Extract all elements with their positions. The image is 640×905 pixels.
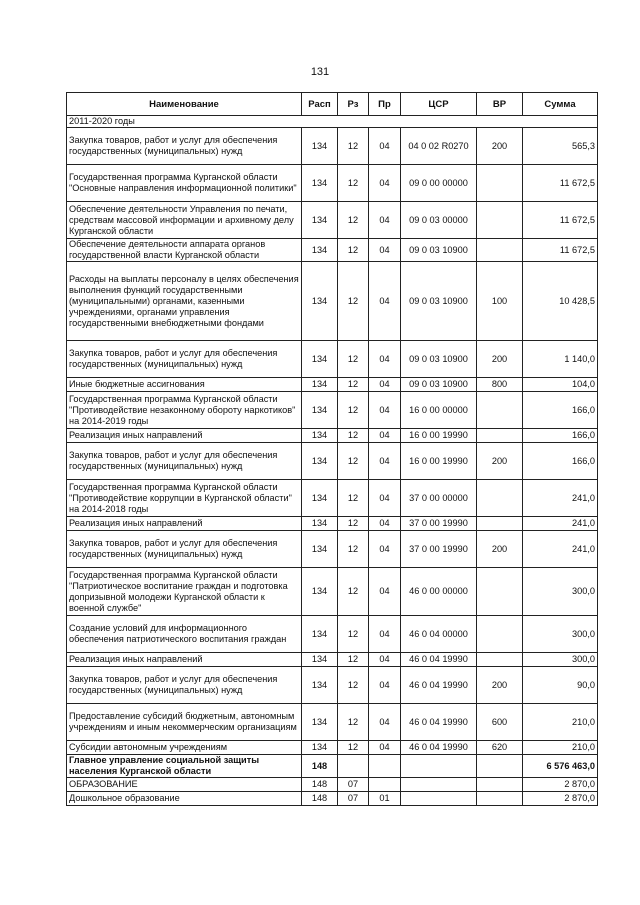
- row-vr-cell: 200: [477, 443, 523, 480]
- row-vr-cell: [477, 165, 523, 202]
- row-vr-cell: 200: [477, 128, 523, 165]
- row-csr-cell: 04 0 02 R0270: [401, 128, 477, 165]
- row-sum-cell: 241,0: [523, 517, 598, 531]
- row-rz-cell: 07: [338, 792, 369, 806]
- row-csr-cell: 09 0 03 10900: [401, 239, 477, 262]
- row-pr-cell: 04: [369, 667, 401, 704]
- row-name-cell: Закупка товаров, работ и услуг для обеспечения государственных (муниципальных) нужд: [67, 341, 302, 378]
- row-csr-cell: 16 0 00 19990: [401, 429, 477, 443]
- row-sum-cell: 166,0: [523, 392, 598, 429]
- header-csr: ЦСР: [401, 93, 477, 116]
- row-rz-cell: 07: [338, 778, 369, 792]
- row-pr-cell: 04: [369, 653, 401, 667]
- row-pr-cell: 04: [369, 704, 401, 741]
- header-vr: ВР: [477, 93, 523, 116]
- row-csr-cell: 09 0 03 00000: [401, 202, 477, 239]
- row-name-cell: Предоставление субсидий бюджетным, автономным учреждениям и иным некоммерческим организациям: [67, 704, 302, 741]
- table-row: [67, 792, 598, 806]
- row-pr-cell: 04: [369, 392, 401, 429]
- header-pr: Пр: [369, 93, 401, 116]
- row-rasp-cell: 134: [302, 517, 338, 531]
- row-rasp-cell: 134: [302, 202, 338, 239]
- row-name-cell: Закупка товаров, работ и услуг для обеспечения государственных (муниципальных) нужд: [67, 128, 302, 165]
- row-pr-cell: [369, 755, 401, 778]
- row-rasp-cell: 134: [302, 480, 338, 517]
- row-vr-cell: [477, 653, 523, 667]
- row-csr-cell: 09 0 03 10900: [401, 341, 477, 378]
- row-pr-cell: 04: [369, 616, 401, 653]
- row-rz-cell: 12: [338, 341, 369, 378]
- row-name-cell: Дошкольное образование: [67, 792, 302, 806]
- table-row: [67, 128, 598, 165]
- row-rz-cell: 12: [338, 667, 369, 704]
- row-rasp-cell: 134: [302, 165, 338, 202]
- row-pr-cell: 04: [369, 128, 401, 165]
- row-rasp-cell: 134: [302, 378, 338, 392]
- row-pr-cell: 04: [369, 480, 401, 517]
- row-pr-cell: [369, 778, 401, 792]
- budget-table: [66, 92, 598, 806]
- table-row: [67, 616, 598, 653]
- row-vr-cell: 200: [477, 341, 523, 378]
- row-pr-cell: 04: [369, 517, 401, 531]
- table-row: [67, 262, 598, 341]
- row-vr-cell: [477, 480, 523, 517]
- row-sum-cell: 300,0: [523, 653, 598, 667]
- table-row: [67, 704, 598, 741]
- row-rz-cell: 12: [338, 517, 369, 531]
- row-name-cell: Закупка товаров, работ и услуг для обеспечения государственных (муниципальных) нужд: [67, 667, 302, 704]
- row-name-cell: Иные бюджетные ассигнования: [67, 378, 302, 392]
- row-csr-cell: [401, 755, 477, 778]
- table-header-row: [67, 93, 598, 116]
- table-row: [67, 392, 598, 429]
- header-rasp: Расп: [302, 93, 338, 116]
- page-number: 131: [310, 66, 330, 78]
- table-row: [67, 778, 598, 792]
- row-pr-cell: 04: [369, 202, 401, 239]
- table-row: [67, 239, 598, 262]
- table-row: [67, 517, 598, 531]
- row-pr-cell: 04: [369, 568, 401, 616]
- row-rasp-cell: 134: [302, 392, 338, 429]
- row-sum-cell: 210,0: [523, 741, 598, 755]
- row-name-cell: Реализация иных направлений: [67, 653, 302, 667]
- row-vr-cell: [477, 568, 523, 616]
- row-vr-cell: [477, 392, 523, 429]
- row-sum-cell: 166,0: [523, 429, 598, 443]
- row-csr-cell: 37 0 00 00000: [401, 480, 477, 517]
- row-pr-cell: 04: [369, 239, 401, 262]
- row-sum-cell: 300,0: [523, 616, 598, 653]
- row-sum-cell: 166,0: [523, 443, 598, 480]
- table-row: [67, 531, 598, 568]
- table-row: [67, 443, 598, 480]
- row-rasp-cell: 134: [302, 667, 338, 704]
- header-rz: Рз: [338, 93, 369, 116]
- row-rz-cell: 12: [338, 262, 369, 341]
- row-rasp-cell: 134: [302, 128, 338, 165]
- row-pr-cell: 04: [369, 262, 401, 341]
- table-row: [67, 755, 598, 778]
- row-vr-cell: [477, 792, 523, 806]
- row-csr-cell: [401, 792, 477, 806]
- row-rasp-cell: 134: [302, 568, 338, 616]
- period-row: [67, 116, 598, 128]
- row-vr-cell: [477, 616, 523, 653]
- row-rz-cell: 12: [338, 568, 369, 616]
- header-sum: Сумма: [523, 93, 598, 116]
- row-name-cell: Государственная программа Курганской области "Противодействие незаконному обороту наркотиков" на 2014-2019 годы: [67, 392, 302, 429]
- row-sum-cell: 90,0: [523, 667, 598, 704]
- row-csr-cell: 16 0 00 00000: [401, 392, 477, 429]
- table-row: [67, 741, 598, 755]
- row-pr-cell: 04: [369, 378, 401, 392]
- row-rz-cell: [338, 755, 369, 778]
- table-row: [67, 653, 598, 667]
- row-name-cell: Государственная программа Курганской области "Противодействие коррупции в Курганской области" на 2014-2018 годы: [67, 480, 302, 517]
- row-rasp-cell: 148: [302, 778, 338, 792]
- table-row: [67, 667, 598, 704]
- row-name-cell: Расходы на выплаты персоналу в целях обеспечения выполнения функций государственными (муниципальными) органами, казенными учреждениями, органами управления государственными внебюджетными фондами: [67, 262, 302, 341]
- row-csr-cell: 09 0 00 00000: [401, 165, 477, 202]
- row-rz-cell: 12: [338, 202, 369, 239]
- row-csr-cell: 46 0 04 00000: [401, 616, 477, 653]
- row-pr-cell: 01: [369, 792, 401, 806]
- table-row: [67, 341, 598, 378]
- row-csr-cell: 46 0 04 19990: [401, 741, 477, 755]
- row-rasp-cell: 134: [302, 653, 338, 667]
- row-vr-cell: 200: [477, 531, 523, 568]
- row-rz-cell: 12: [338, 741, 369, 755]
- row-vr-cell: 620: [477, 741, 523, 755]
- row-rz-cell: 12: [338, 704, 369, 741]
- row-csr-cell: 46 0 04 19990: [401, 653, 477, 667]
- row-pr-cell: 04: [369, 429, 401, 443]
- row-name-cell: Закупка товаров, работ и услуг для обеспечения государственных (муниципальных) нужд: [67, 443, 302, 480]
- row-sum-cell: 2 870,0: [523, 778, 598, 792]
- row-rasp-cell: 134: [302, 741, 338, 755]
- row-sum-cell: 11 672,5: [523, 202, 598, 239]
- row-csr-cell: 37 0 00 19990: [401, 517, 477, 531]
- row-vr-cell: 200: [477, 667, 523, 704]
- row-sum-cell: 241,0: [523, 531, 598, 568]
- row-rz-cell: 12: [338, 653, 369, 667]
- row-vr-cell: 100: [477, 262, 523, 341]
- period-cell: 2011-2020 годы: [67, 116, 598, 128]
- table-row: [67, 165, 598, 202]
- row-name-cell: Обеспечение деятельности аппарата органов государственной власти Курганской области: [67, 239, 302, 262]
- row-rasp-cell: 134: [302, 443, 338, 480]
- row-csr-cell: 09 0 03 10900: [401, 262, 477, 341]
- row-rz-cell: 12: [338, 616, 369, 653]
- row-rz-cell: 12: [338, 531, 369, 568]
- row-rasp-cell: 134: [302, 704, 338, 741]
- row-rasp-cell: 148: [302, 755, 338, 778]
- row-sum-cell: 565,3: [523, 128, 598, 165]
- row-rz-cell: 12: [338, 480, 369, 517]
- row-vr-cell: [477, 429, 523, 443]
- row-vr-cell: [477, 778, 523, 792]
- row-sum-cell: 300,0: [523, 568, 598, 616]
- row-sum-cell: 210,0: [523, 704, 598, 741]
- row-rz-cell: 12: [338, 392, 369, 429]
- row-name-cell: ОБРАЗОВАНИЕ: [67, 778, 302, 792]
- row-name-cell: Создание условий для информационного обеспечения патриотического воспитания граждан: [67, 616, 302, 653]
- row-vr-cell: 600: [477, 704, 523, 741]
- row-sum-cell: 104,0: [523, 378, 598, 392]
- row-rasp-cell: 134: [302, 616, 338, 653]
- row-pr-cell: 04: [369, 531, 401, 568]
- row-rz-cell: 12: [338, 378, 369, 392]
- row-name-cell: Государственная программа Курганской области "Патриотическое воспитание граждан и подготовка допризывной молодежи Курганской области к военной службе": [67, 568, 302, 616]
- row-vr-cell: [477, 239, 523, 262]
- row-csr-cell: [401, 778, 477, 792]
- row-rasp-cell: 134: [302, 262, 338, 341]
- row-csr-cell: 16 0 00 19990: [401, 443, 477, 480]
- row-sum-cell: 2 870,0: [523, 792, 598, 806]
- row-csr-cell: 46 0 04 19990: [401, 667, 477, 704]
- row-csr-cell: 09 0 03 10900: [401, 378, 477, 392]
- row-name-cell: Закупка товаров, работ и услуг для обеспечения государственных (муниципальных) нужд: [67, 531, 302, 568]
- table-row: [67, 378, 598, 392]
- row-vr-cell: 800: [477, 378, 523, 392]
- row-name-cell: Реализация иных направлений: [67, 429, 302, 443]
- row-rasp-cell: 134: [302, 341, 338, 378]
- row-csr-cell: 46 0 00 00000: [401, 568, 477, 616]
- table-row: [67, 202, 598, 239]
- row-rasp-cell: 134: [302, 429, 338, 443]
- row-rasp-cell: 134: [302, 531, 338, 568]
- row-pr-cell: 04: [369, 741, 401, 755]
- table-row: [67, 480, 598, 517]
- row-pr-cell: 04: [369, 443, 401, 480]
- row-vr-cell: [477, 517, 523, 531]
- row-pr-cell: 04: [369, 165, 401, 202]
- row-rasp-cell: 148: [302, 792, 338, 806]
- row-name-cell: Реализация иных направлений: [67, 517, 302, 531]
- row-csr-cell: 46 0 04 19990: [401, 704, 477, 741]
- header-name: Наименование: [67, 93, 302, 116]
- row-name-cell: Субсидии автономным учреждениям: [67, 741, 302, 755]
- row-sum-cell: 241,0: [523, 480, 598, 517]
- row-sum-cell: 11 672,5: [523, 165, 598, 202]
- row-rz-cell: 12: [338, 239, 369, 262]
- row-name-cell: Главное управление социальной защиты населения Курганской области: [67, 755, 302, 778]
- row-sum-cell: 10 428,5: [523, 262, 598, 341]
- table-row: [67, 568, 598, 616]
- row-rz-cell: 12: [338, 128, 369, 165]
- row-pr-cell: 04: [369, 341, 401, 378]
- row-vr-cell: [477, 755, 523, 778]
- table-row: [67, 429, 598, 443]
- row-sum-cell: 1 140,0: [523, 341, 598, 378]
- row-rasp-cell: 134: [302, 239, 338, 262]
- row-rz-cell: 12: [338, 165, 369, 202]
- row-name-cell: Государственная программа Курганской области "Основные направления информационной политики": [67, 165, 302, 202]
- row-csr-cell: 37 0 00 19990: [401, 531, 477, 568]
- row-rz-cell: 12: [338, 443, 369, 480]
- row-sum-cell: 11 672,5: [523, 239, 598, 262]
- row-name-cell: Обеспечение деятельности Управления по печати, средствам массовой информации и архивному делу Курганской области: [67, 202, 302, 239]
- row-vr-cell: [477, 202, 523, 239]
- row-sum-cell: 6 576 463,0: [523, 755, 598, 778]
- row-rz-cell: 12: [338, 429, 369, 443]
